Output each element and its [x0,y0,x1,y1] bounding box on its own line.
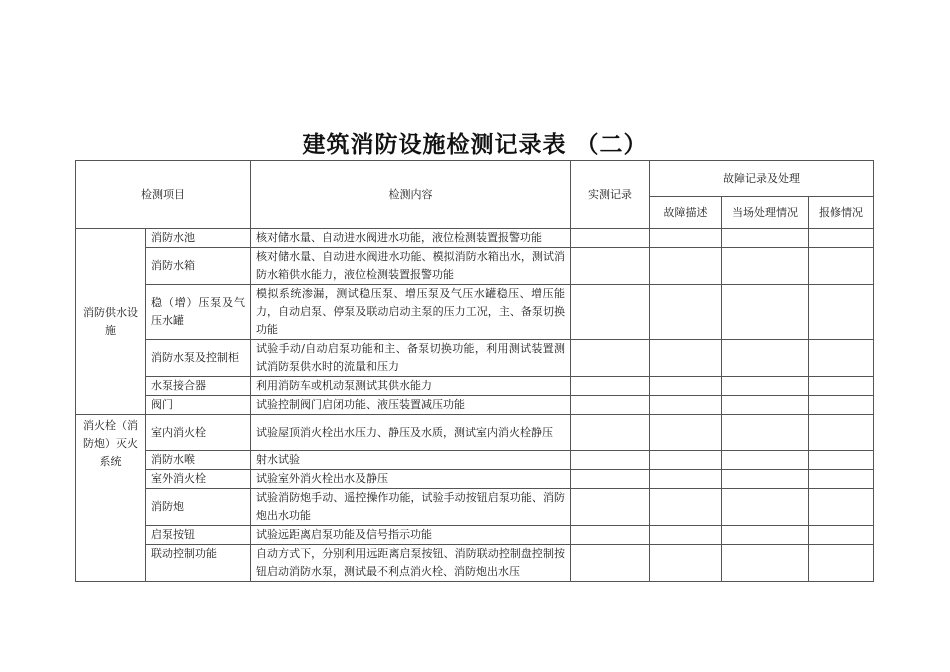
repair-status-cell[interactable] [809,451,874,470]
content-cell: 试验控制阀门启闭功能、液压装置减压功能 [251,396,571,415]
content-cell: 利用消防车或机动泵测试其供水能力 [251,377,571,396]
repair-status-cell[interactable] [809,229,874,248]
content-cell: 射水试验 [251,451,571,470]
onsite-handling-cell[interactable] [722,489,809,526]
fault-description-cell[interactable] [650,415,722,451]
item-cell: 联动控制功能 [146,545,251,582]
measured-record-cell[interactable] [571,229,650,248]
header-measured-record: 实测记录 [571,161,650,229]
table-row [76,526,874,545]
item-cell: 稳（增）压泵及气压水罐 [146,285,251,340]
repair-status-cell[interactable] [809,377,874,396]
repair-status-cell[interactable] [809,340,874,377]
fault-description-cell[interactable] [650,489,722,526]
repair-status-cell[interactable] [809,285,874,340]
table-row [76,377,874,396]
fault-description-cell[interactable] [650,248,722,285]
table-row [76,545,874,582]
document-title: 建筑消防设施检测记录表 （二） [302,132,648,158]
item-cell: 室内消火栓 [146,415,251,451]
measured-record-cell[interactable] [571,451,650,470]
onsite-handling-cell[interactable] [722,396,809,415]
fault-description-cell[interactable] [650,526,722,545]
item-cell: 消防水喉 [146,451,251,470]
content-cell: 自动方式下，分别利用远距离启泵按钮、消防联动控制盘控制按钮启动消防水泵，测试最不利点消火栓、消防炮出水压 [251,545,571,582]
category-cell: 消火栓（消防炮）灭火系统 [76,415,146,582]
fault-description-cell[interactable] [650,340,722,377]
fault-description-cell[interactable] [650,396,722,415]
table-row [76,451,874,470]
measured-record-cell[interactable] [571,377,650,396]
header-fault-description: 故障描述 [650,197,722,229]
measured-record-cell[interactable] [571,285,650,340]
table-row [76,489,874,526]
onsite-handling-cell[interactable] [722,340,809,377]
measured-record-cell[interactable] [571,526,650,545]
repair-status-cell[interactable] [809,248,874,285]
content-cell: 试验消防炮手动、遥控操作功能，试验手动按钮启泵功能、消防炮出水功能 [251,489,571,526]
onsite-handling-cell[interactable] [722,470,809,489]
measured-record-cell[interactable] [571,340,650,377]
table-row [76,470,874,489]
table-row [76,248,874,285]
item-cell: 消防水泵及控制柜 [146,340,251,377]
content-cell: 试验手动/自动启泵功能和主、备泵切换功能，利用测试装置测试消防泵供水时的流量和压力 [251,340,571,377]
inspection-record-table [75,160,874,582]
onsite-handling-cell[interactable] [722,545,809,582]
repair-status-cell[interactable] [809,470,874,489]
item-cell: 消防炮 [146,489,251,526]
measured-record-cell[interactable] [571,545,650,582]
onsite-handling-cell[interactable] [722,526,809,545]
table-row [76,285,874,340]
content-cell: 试验屋顶消火栓出水压力、静压及水质，测试室内消火栓静压 [251,415,571,451]
table-row [76,415,874,451]
repair-status-cell[interactable] [809,396,874,415]
onsite-handling-cell[interactable] [722,248,809,285]
content-cell: 核对储水量、自动进水阀进水功能，液位检测装置报警功能 [251,229,571,248]
measured-record-cell[interactable] [571,470,650,489]
measured-record-cell[interactable] [571,415,650,451]
header-onsite-handling: 当场处理情况 [722,197,809,229]
fault-description-cell[interactable] [650,377,722,396]
content-cell: 试验远距离启泵功能及信号指示功能 [251,526,571,545]
item-cell: 消防水箱 [146,248,251,285]
onsite-handling-cell[interactable] [722,451,809,470]
measured-record-cell[interactable] [571,489,650,526]
content-cell: 试验室外消火栓出水及静压 [251,470,571,489]
onsite-handling-cell[interactable] [722,377,809,396]
item-cell: 水泵接合器 [146,377,251,396]
item-cell: 启泵按钮 [146,526,251,545]
table-row [76,229,874,248]
category-cell: 消防供水设施 [76,229,146,415]
onsite-handling-cell[interactable] [722,285,809,340]
table-row [76,340,874,377]
fault-description-cell[interactable] [650,229,722,248]
onsite-handling-cell[interactable] [722,415,809,451]
measured-record-cell[interactable] [571,248,650,285]
fault-description-cell[interactable] [650,285,722,340]
onsite-handling-cell[interactable] [722,229,809,248]
content-cell: 核对储水量、自动进水阀进水功能、模拟消防水箱出水，测试消防水箱供水能力，液位检测装置报警功能 [251,248,571,285]
repair-status-cell[interactable] [809,526,874,545]
fault-description-cell[interactable] [650,545,722,582]
repair-status-cell[interactable] [809,489,874,526]
item-cell: 消防水池 [146,229,251,248]
repair-status-cell[interactable] [809,415,874,451]
fault-description-cell[interactable] [650,451,722,470]
content-cell: 模拟系统渗漏，测试稳压泵、增压泵及气压水罐稳压、增压能力，自动启泵、停泵及联动启动主泵的压力工况，主、备泵切换功能 [251,285,571,340]
fault-description-cell[interactable] [650,470,722,489]
repair-status-cell[interactable] [809,545,874,582]
header-fault-record-group: 故障记录及处理 [650,161,874,197]
header-inspection-item: 检测项目 [76,161,251,229]
table-row [76,396,874,415]
measured-record-cell[interactable] [571,396,650,415]
item-cell: 室外消火栓 [146,470,251,489]
header-repair-status: 报修情况 [809,197,874,229]
item-cell: 阀门 [146,396,251,415]
header-inspection-content: 检测内容 [251,161,571,229]
